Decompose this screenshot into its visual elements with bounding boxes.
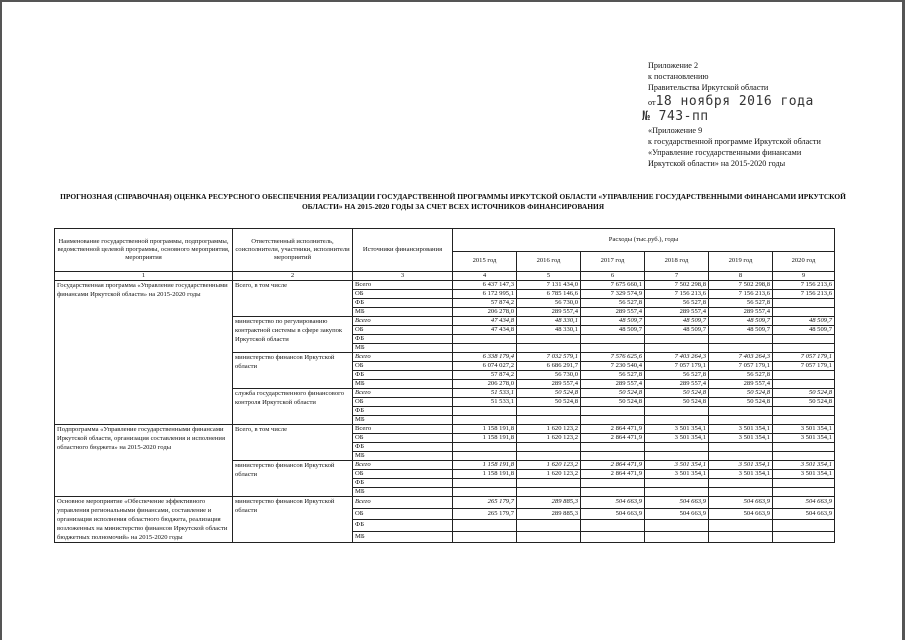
value-cell: 3 501 354,1 — [645, 425, 709, 434]
source-cell: МБ — [353, 488, 453, 497]
value-cell: 6 338 179,4 — [453, 353, 517, 362]
value-cell: 1 620 123,2 — [517, 470, 581, 479]
value-cell — [581, 416, 645, 425]
column-number: 2 — [233, 272, 353, 281]
value-cell: 56 527,8 — [645, 299, 709, 308]
value-cell — [709, 407, 773, 416]
value-cell: 504 663,9 — [645, 508, 709, 520]
date-prefix: от — [648, 98, 656, 107]
source-cell: ФБ — [353, 299, 453, 308]
executor-cell: Всего, в том числе — [233, 425, 353, 461]
program-name-cell: Основное мероприятие «Обеспечение эффективного управления региональными финансами, составление и организация исполнения областного бюджета, реализация возложенных на министерство финансов Иркутской области бюджетных полномочий» на 2015-2020 годы — [55, 497, 233, 543]
value-cell — [581, 488, 645, 497]
value-cell — [773, 452, 835, 461]
source-cell: ФБ — [353, 407, 453, 416]
value-cell — [517, 407, 581, 416]
value-cell — [645, 488, 709, 497]
value-cell — [709, 416, 773, 425]
value-cell — [581, 443, 645, 452]
source-cell: ФБ — [353, 371, 453, 380]
value-cell: 57 874,2 — [453, 371, 517, 380]
value-cell — [517, 479, 581, 488]
source-cell: Всего — [353, 281, 453, 290]
value-cell: 47 434,8 — [453, 326, 517, 335]
value-cell: 289 885,3 — [517, 508, 581, 520]
executor-cell: министерство финансов Иркутской области — [233, 461, 353, 497]
source-cell: МБ — [353, 531, 453, 543]
value-cell — [453, 407, 517, 416]
value-cell: 206 278,0 — [453, 380, 517, 389]
value-cell: 3 501 354,1 — [709, 425, 773, 434]
value-cell — [581, 407, 645, 416]
value-cell: 7 230 540,4 — [581, 362, 645, 371]
appendix-government: Правительства Иркутской области — [648, 83, 769, 92]
value-cell: 7 156 213,6 — [773, 290, 835, 299]
value-cell — [645, 520, 709, 532]
value-cell — [645, 479, 709, 488]
value-cell: 1 620 123,2 — [517, 461, 581, 470]
program-name-cell: Государственная программа «Управление государственными финансами Иркутской области» на 2015-2020 годы — [55, 281, 233, 425]
value-cell: 50 524,8 — [773, 398, 835, 407]
value-cell — [581, 520, 645, 532]
table-body — [55, 281, 835, 543]
source-cell: ФБ — [353, 479, 453, 488]
header-year: 2015 год — [453, 251, 517, 271]
column-number: 8 — [709, 272, 773, 281]
value-cell: 48 330,1 — [517, 326, 581, 335]
value-cell: 7 156 213,6 — [773, 281, 835, 290]
value-cell — [709, 443, 773, 452]
value-cell — [581, 452, 645, 461]
value-cell — [517, 452, 581, 461]
value-cell — [773, 416, 835, 425]
value-cell — [709, 452, 773, 461]
value-cell: 51 533,1 — [453, 389, 517, 398]
value-cell: 48 509,7 — [709, 317, 773, 326]
source-cell: ФБ — [353, 443, 453, 452]
source-cell: ОБ — [353, 470, 453, 479]
source-cell: Всего — [353, 317, 453, 326]
value-cell: 56 527,8 — [581, 371, 645, 380]
source-cell: Всего — [353, 425, 453, 434]
resource-table — [54, 228, 835, 543]
value-cell — [773, 479, 835, 488]
value-cell: 50 524,8 — [709, 389, 773, 398]
value-cell — [709, 488, 773, 497]
scan-edge-top — [0, 0, 905, 2]
value-cell: 6 172 995,1 — [453, 290, 517, 299]
executor-cell: министерство финансов Иркутской области — [233, 353, 353, 389]
value-cell — [453, 452, 517, 461]
executor-cell: министерство финансов Иркутской области — [233, 497, 353, 543]
source-cell: МБ — [353, 380, 453, 389]
value-cell — [773, 488, 835, 497]
value-cell — [517, 443, 581, 452]
column-number: 7 — [645, 272, 709, 281]
source-cell: ФБ — [353, 520, 453, 532]
value-cell — [645, 416, 709, 425]
value-cell: 3 501 354,1 — [709, 470, 773, 479]
number-stamp: № 743-пп — [642, 109, 709, 124]
value-cell: 504 663,9 — [581, 508, 645, 520]
value-cell: 289 557,4 — [645, 380, 709, 389]
value-cell: 48 509,7 — [645, 326, 709, 335]
value-cell: 50 524,8 — [709, 398, 773, 407]
value-cell: 6 074 027,2 — [453, 362, 517, 371]
value-cell: 2 864 471,9 — [581, 470, 645, 479]
value-cell: 504 663,9 — [773, 508, 835, 520]
table-row — [55, 281, 835, 290]
source-cell: ОБ — [353, 398, 453, 407]
value-cell — [773, 344, 835, 353]
value-cell — [517, 488, 581, 497]
value-cell: 50 524,8 — [645, 389, 709, 398]
value-cell: 7 032 579,1 — [517, 353, 581, 362]
table-row — [55, 497, 835, 509]
value-cell: 7 057 179,1 — [773, 353, 835, 362]
executor-cell: служба государственного финансового контроля Иркутской области — [233, 389, 353, 425]
value-cell — [773, 443, 835, 452]
appendix-ref-line: «Приложение 9 — [648, 126, 703, 135]
value-cell: 289 557,4 — [581, 308, 645, 317]
source-cell: ОБ — [353, 508, 453, 520]
value-cell — [581, 344, 645, 353]
appendix-ref-text: к государственной программе Иркутской области «Управление государственными финансами Иркутской области» на 2015-2020 годы — [648, 137, 821, 168]
source-cell: МБ — [353, 416, 453, 425]
value-cell — [517, 416, 581, 425]
value-cell — [453, 488, 517, 497]
value-cell: 48 509,7 — [581, 326, 645, 335]
value-cell: 7 156 213,6 — [645, 290, 709, 299]
value-cell — [773, 371, 835, 380]
value-cell — [517, 344, 581, 353]
value-cell — [773, 380, 835, 389]
value-cell: 265 179,7 — [453, 508, 517, 520]
value-cell: 48 509,7 — [709, 326, 773, 335]
column-number: 5 — [517, 272, 581, 281]
value-cell: 7 057 179,1 — [773, 362, 835, 371]
column-number: 6 — [581, 272, 645, 281]
value-cell: 6 686 291,7 — [517, 362, 581, 371]
value-cell — [645, 443, 709, 452]
value-cell: 57 874,2 — [453, 299, 517, 308]
value-cell: 3 501 354,1 — [773, 470, 835, 479]
value-cell: 7 329 574,9 — [581, 290, 645, 299]
value-cell: 265 179,7 — [453, 497, 517, 509]
value-cell — [773, 335, 835, 344]
source-cell: Всего — [353, 461, 453, 470]
value-cell: 48 330,1 — [517, 317, 581, 326]
value-cell: 50 524,8 — [645, 398, 709, 407]
value-cell — [773, 308, 835, 317]
value-cell: 289 557,4 — [517, 308, 581, 317]
appendix-block — [642, 60, 848, 169]
value-cell — [581, 479, 645, 488]
source-cell: Всего — [353, 497, 453, 509]
document-title: ПРОГНОЗНАЯ (СПРАВОЧНАЯ) ОЦЕНКА РЕСУРСНОГО ОБЕСПЕЧЕНИЯ РЕАЛИЗАЦИИ ГОСУДАРСТВЕННОЙ ПРОГРАММЫ ИРКУТСКОЙ ОБЛАСТИ «УПРАВЛЕНИЕ ГОСУДАРСТВЕННЫМИ ФИНАНСАМИ ИРКУТСКОЙ ОБЛАСТИ» НА 2015-2020 ГОДЫ ЗА СЧЕТ ВСЕХ ИСТОЧНИКОВ ФИНАНСИРОВАНИЯ — [60, 192, 846, 211]
value-cell: 48 509,7 — [645, 317, 709, 326]
value-cell: 6 437 147,3 — [453, 281, 517, 290]
value-cell: 48 509,7 — [773, 317, 835, 326]
value-cell: 1 158 191,8 — [453, 461, 517, 470]
appendix-decree: к постановлению — [648, 72, 709, 81]
value-cell: 56 730,0 — [517, 299, 581, 308]
value-cell: 3 501 354,1 — [773, 461, 835, 470]
value-cell: 7 403 264,3 — [709, 353, 773, 362]
value-cell — [517, 531, 581, 543]
value-cell: 2 864 471,9 — [581, 425, 645, 434]
value-cell: 50 524,8 — [581, 398, 645, 407]
value-cell — [581, 531, 645, 543]
value-cell: 504 663,9 — [709, 497, 773, 509]
value-cell: 56 527,8 — [709, 299, 773, 308]
value-cell: 289 557,4 — [517, 380, 581, 389]
value-cell — [773, 407, 835, 416]
value-cell — [709, 531, 773, 543]
scan-edge-left — [0, 0, 2, 640]
value-cell: 56 527,8 — [645, 371, 709, 380]
value-cell: 7 403 264,3 — [645, 353, 709, 362]
executor-cell: Всего, в том числе — [233, 281, 353, 317]
value-cell: 289 557,4 — [709, 380, 773, 389]
value-cell: 7 502 298,8 — [709, 281, 773, 290]
value-cell: 50 524,8 — [517, 398, 581, 407]
source-cell: Всего — [353, 389, 453, 398]
value-cell — [709, 479, 773, 488]
value-cell: 1 620 123,2 — [517, 434, 581, 443]
value-cell: 206 278,0 — [453, 308, 517, 317]
value-cell: 289 885,3 — [517, 497, 581, 509]
column-number: 1 — [55, 272, 233, 281]
value-cell: 3 501 354,1 — [773, 425, 835, 434]
value-cell: 50 524,8 — [773, 389, 835, 398]
source-cell: МБ — [353, 452, 453, 461]
value-cell — [517, 335, 581, 344]
source-cell: МБ — [353, 344, 453, 353]
value-cell — [645, 531, 709, 543]
source-cell: Всего — [353, 353, 453, 362]
header-year: 2016 год — [517, 251, 581, 271]
program-name-cell: Подпрограмма «Управление государственными финансами Иркутской области, организация составления и исполнения областного бюджета» на 2015-2020 годы — [55, 425, 233, 497]
value-cell — [453, 416, 517, 425]
value-cell — [773, 299, 835, 308]
source-cell: ОБ — [353, 290, 453, 299]
value-cell: 7 576 625,6 — [581, 353, 645, 362]
value-cell: 7 156 213,6 — [709, 290, 773, 299]
source-cell: ОБ — [353, 326, 453, 335]
table-row — [55, 425, 835, 434]
value-cell — [773, 520, 835, 532]
value-cell: 504 663,9 — [645, 497, 709, 509]
value-cell: 1 158 191,8 — [453, 434, 517, 443]
value-cell: 3 501 354,1 — [645, 461, 709, 470]
value-cell: 51 533,1 — [453, 398, 517, 407]
value-cell: 7 057 179,1 — [709, 362, 773, 371]
table-head — [55, 229, 835, 281]
value-cell — [453, 335, 517, 344]
column-number: 9 — [773, 272, 835, 281]
value-cell — [453, 479, 517, 488]
value-cell: 504 663,9 — [709, 508, 773, 520]
value-cell: 7 057 179,1 — [645, 362, 709, 371]
value-cell: 289 557,4 — [645, 308, 709, 317]
executor-cell: министерство по регулированию контрактной системы в сфере закупок Иркутской области — [233, 317, 353, 353]
value-cell: 1 620 123,2 — [517, 425, 581, 434]
appendix-date-row — [648, 94, 848, 109]
value-cell: 3 501 354,1 — [709, 461, 773, 470]
value-cell — [453, 443, 517, 452]
value-cell: 3 501 354,1 — [709, 434, 773, 443]
value-cell: 48 509,7 — [773, 326, 835, 335]
value-cell: 2 864 471,9 — [581, 434, 645, 443]
value-cell: 50 524,8 — [581, 389, 645, 398]
value-cell: 2 864 471,9 — [581, 461, 645, 470]
value-cell — [453, 344, 517, 353]
header-year: 2017 год — [581, 251, 645, 271]
value-cell — [645, 452, 709, 461]
value-cell: 3 501 354,1 — [645, 434, 709, 443]
source-cell: ФБ — [353, 335, 453, 344]
value-cell — [645, 407, 709, 416]
value-cell: 1 158 191,8 — [453, 470, 517, 479]
value-cell — [709, 344, 773, 353]
value-cell — [581, 335, 645, 344]
source-cell: МБ — [353, 308, 453, 317]
header-name: Наименование государственной программы, подпрограммы, ведомственной целевой программы, основного мероприятия, мероприятия — [55, 229, 233, 272]
value-cell: 56 730,0 — [517, 371, 581, 380]
header-source: Источники финансирования — [353, 229, 453, 272]
value-cell: 3 501 354,1 — [773, 434, 835, 443]
value-cell: 56 527,8 — [709, 371, 773, 380]
value-cell — [645, 344, 709, 353]
value-cell: 289 557,4 — [709, 308, 773, 317]
header-year: 2019 год — [709, 251, 773, 271]
value-cell: 56 527,8 — [581, 299, 645, 308]
appendix-number-row — [642, 109, 848, 125]
value-cell — [517, 520, 581, 532]
source-cell: ОБ — [353, 434, 453, 443]
value-cell — [645, 335, 709, 344]
value-cell — [773, 531, 835, 543]
value-cell: 504 663,9 — [773, 497, 835, 509]
value-cell: 7 131 434,0 — [517, 281, 581, 290]
value-cell: 7 502 298,8 — [645, 281, 709, 290]
value-cell: 7 675 660,1 — [581, 281, 645, 290]
value-cell: 6 785 146,6 — [517, 290, 581, 299]
value-cell: 47 434,8 — [453, 317, 517, 326]
column-number: 4 — [453, 272, 517, 281]
date-stamp: 18 ноября 2016 года — [655, 94, 814, 109]
value-cell — [453, 520, 517, 532]
column-number: 3 — [353, 272, 453, 281]
value-cell: 48 509,7 — [581, 317, 645, 326]
header-executor: Ответственный исполнитель, соисполнители, участники, исполнители мероприятий — [233, 229, 353, 272]
source-cell: ОБ — [353, 362, 453, 371]
value-cell: 289 557,4 — [581, 380, 645, 389]
value-cell: 504 663,9 — [581, 497, 645, 509]
value-cell — [709, 520, 773, 532]
value-cell: 1 158 191,8 — [453, 425, 517, 434]
value-cell: 50 524,8 — [517, 389, 581, 398]
header-year: 2020 год — [773, 251, 835, 271]
header-year: 2018 год — [645, 251, 709, 271]
value-cell — [709, 335, 773, 344]
appendix-title: Приложение 2 — [648, 61, 699, 70]
header-expenses: Расходы (тыс.руб.), годы — [453, 229, 835, 252]
value-cell — [453, 531, 517, 543]
value-cell: 3 501 354,1 — [645, 470, 709, 479]
